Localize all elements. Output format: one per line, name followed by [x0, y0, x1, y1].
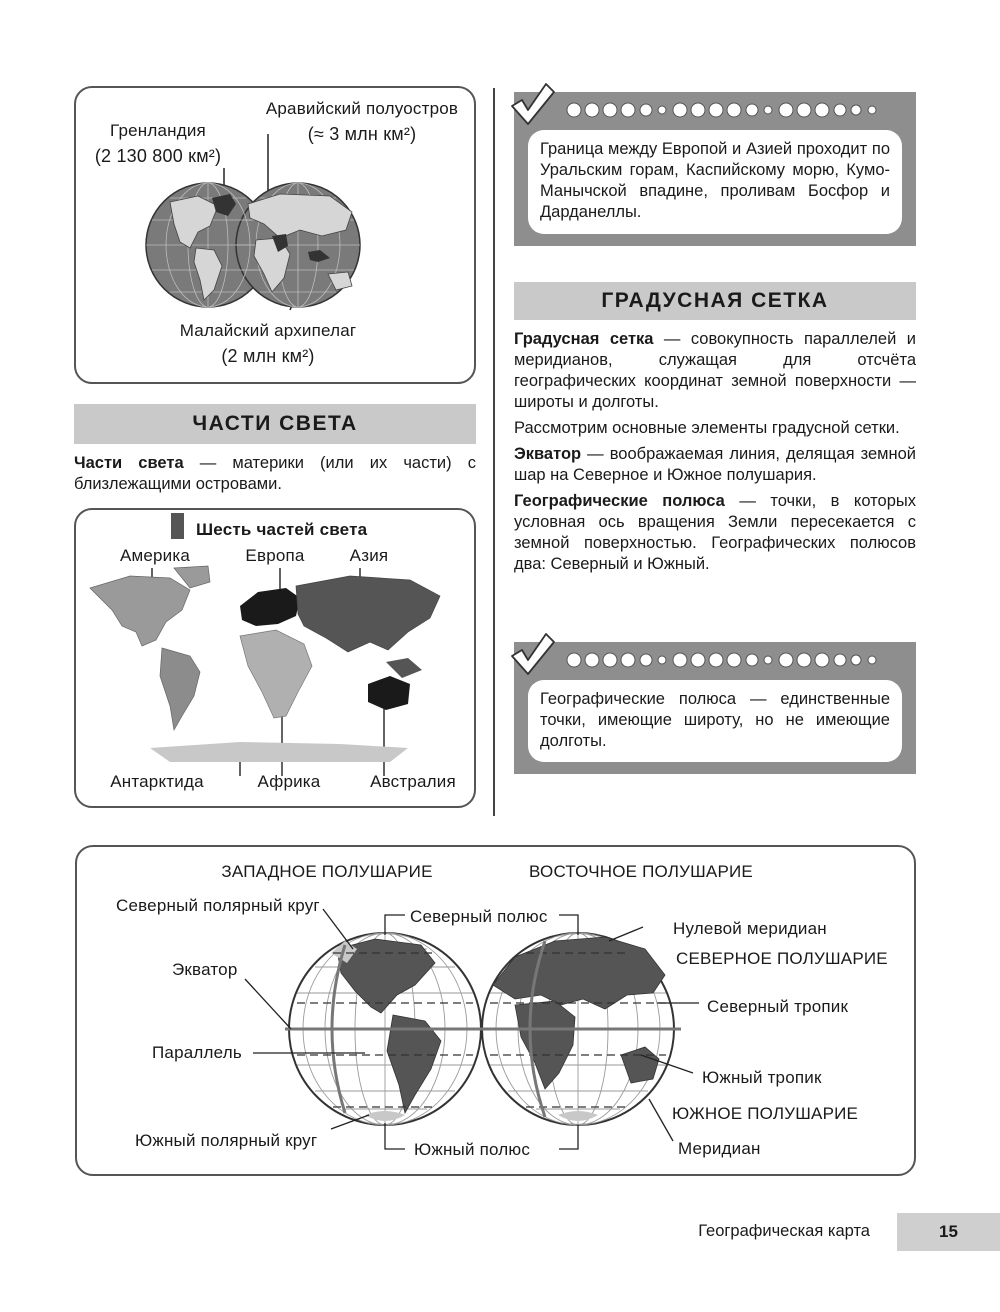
dots-decoration-icon	[566, 100, 886, 120]
note-1-text: Граница между Европой и Азией проходит по Уральским горам, Каспийскому морю, Кумо-Манычской впадине, проливам Босфор и Дарданеллы.	[528, 130, 902, 234]
prime-meridian-label: Нулевой меридиан	[673, 919, 827, 938]
grid-heading: ГРАДУСНАЯ СЕТКА	[514, 282, 916, 320]
parts-term: Части света	[74, 454, 184, 472]
malay-label: Малайский архипелаг	[179, 321, 357, 340]
australia-label: Австралия	[370, 772, 456, 791]
world-map-figure	[90, 566, 462, 766]
antarctica-label: Антарктида	[110, 772, 204, 791]
malay-area-label: (2 млн км²)	[221, 346, 315, 366]
north-pole-label: Северный полюс	[410, 907, 548, 926]
arabian-label: Аравийский полуостров	[265, 99, 459, 118]
greenland-area-label: (2 130 800 км²)	[94, 146, 222, 166]
checkmark-icon-2	[506, 630, 558, 678]
column-divider	[493, 88, 495, 816]
tropic-cancer-label: Северный тропик	[707, 997, 849, 1016]
southern-hemisphere-label: ЮЖНОЕ ПОЛУШАРИЕ	[672, 1104, 859, 1123]
equator-label: Экватор	[172, 960, 238, 979]
grid-p1-text: — совокупность параллелей и меридианов, служащая для отсчёта географических координат земной поверхности — широты и долготы.	[514, 330, 916, 411]
grid-text	[514, 329, 916, 580]
meridian-label: Меридиан	[678, 1139, 761, 1158]
equator-term: Экватор	[514, 445, 582, 463]
checkmark-icon	[506, 80, 558, 128]
footer-section-label: Географическая карта	[698, 1222, 870, 1240]
parts-map-title: Шесть частей света	[196, 520, 368, 539]
grid-p3-text: — воображаемая линия, делящая земной шар на Северное и Южное полушария.	[514, 445, 916, 484]
western-hemisphere-label: ЗАПАДНОЕ ПОЛУШАРИЕ	[221, 862, 433, 881]
tropic-capricorn-label: Южный тропик	[702, 1068, 822, 1087]
grid-p4-text: — точки, в которых условная ось вращения Земли пересекается с земной поверхностью. Географических полюсов два: Северный и Южный.	[514, 492, 916, 573]
parts-text: — материки (или их части) с близлежащими островами.	[74, 454, 476, 493]
antarctic-circle-label: Южный полярный круг	[135, 1131, 318, 1150]
title-marker	[171, 513, 184, 539]
page-number: 15	[897, 1213, 1000, 1251]
america-label: Америка	[119, 546, 191, 565]
grid-term: Градусная сетка	[514, 330, 654, 348]
poles-term: Географические полюса	[514, 492, 725, 510]
europe-label: Европа	[245, 546, 305, 565]
greenland-label: Гренландия	[110, 121, 206, 140]
northern-hemisphere-label: СЕВЕРНОЕ ПОЛУШАРИЕ	[676, 949, 888, 968]
parts-heading: ЧАСТИ СВЕТА	[74, 404, 476, 444]
africa-label: Африка	[257, 772, 321, 791]
dots-decoration-icon-2	[566, 650, 886, 670]
arabian-area-label: (≈ 3 млн км²)	[307, 124, 417, 144]
parallel-label: Параллель	[152, 1043, 242, 1062]
arctic-circle-label: Северный полярный круг	[116, 896, 320, 915]
asia-label: Азия	[349, 546, 389, 565]
note-2-text: Географические полюса — единственные точки, имеющие широту, но не имеющие долготы.	[528, 680, 902, 762]
areas-globe-figure	[140, 182, 370, 312]
eastern-hemisphere-label: ВОСТОЧНОЕ ПОЛУШАРИЕ	[529, 862, 753, 881]
grid-p2-text: Рассмотрим основные элементы градусной сетки.	[514, 419, 900, 437]
south-pole-label: Южный полюс	[414, 1140, 531, 1159]
parts-definition	[74, 453, 476, 500]
